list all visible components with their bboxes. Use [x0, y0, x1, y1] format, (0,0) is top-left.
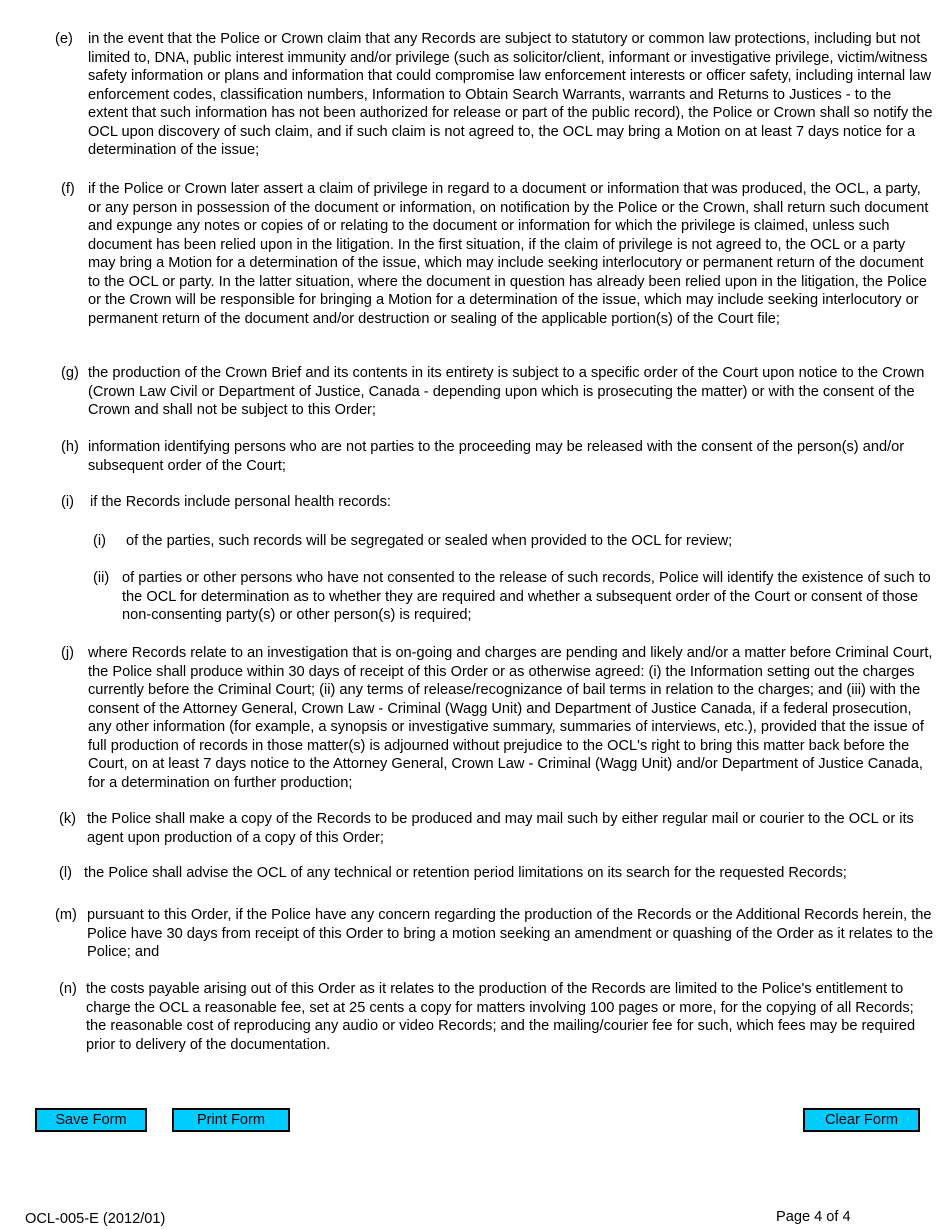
clause-marker: (f): [61, 181, 75, 197]
print-form-button[interactable]: Print Form: [172, 1108, 290, 1132]
clause-marker: (j): [61, 645, 74, 661]
clause-e: [55, 30, 935, 160]
save-form-button[interactable]: Save Form: [35, 1108, 147, 1132]
clear-form-button[interactable]: Clear Form: [803, 1108, 920, 1132]
clause-k: [59, 810, 935, 847]
clause-j: [61, 644, 935, 792]
clause-n: [59, 980, 935, 1054]
clause-g: [61, 364, 935, 420]
page-number: Page 4 of 4: [776, 1209, 851, 1225]
clause-text: pursuant to this Order, if the Police have any concern regarding the production of the Records or the Additional Records herein, the Police have 30 days from receipt of this Order to bring a motion seeking an amendment or quashing of the Order as it relates to the Police; and: [87, 907, 934, 960]
clause-marker: (i): [93, 533, 106, 549]
clause-i: [61, 493, 935, 512]
clause-marker: (i): [61, 494, 74, 510]
clause-text: where Records relate to an investigation that is on-going and charges are pending and likely and/or a matter before Criminal Court, the Police shall produce within 30 days of receipt of this Order or as otherwise agreed: (i) the Information setting out the charges currently before the Criminal Court; (ii) any terms of release/recognizance of bail terms in relation to the charges; and (iii) with the consent of the Attorney General, Crown Law - Criminal (Wagg Unit) and Department of Justice Canada, if a federal prosecution, any other information (for example, a synopsis or investigative summary, summaries of interviews, etc.), provided that the issue of full production of records in those matter(s) is adjourned without prejudice to the OCL's right to bring this matter back before the Court, on at least 7 days notice to the Attorney General, Crown Law - Criminal (Wagg Unit) and/or Department of Justice Canada, for a determination on further production;: [88, 645, 933, 791]
clause-h: [61, 438, 935, 475]
clause-text: of the parties, such records will be segregated or sealed when provided to the OCL for review;: [126, 533, 733, 549]
clause-text: in the event that the Police or Crown claim that any Records are subject to statutory or common law protections, including but not limited to, DNA, public interest immunity and/or privilege (such as solicitor/client, informant or investigative privilege, victim/witness safety information or plans and information that could compromise law enforcement interests or officer safety, including internal law enforcement codes, classification numbers, Information to Obtain Search Warrants, warrants and Returns to Justices - to the extent that such information has not been authorized for release or part of the public record), the Police or Crown shall so notify the OCL upon discovery of such claim, and if such claim is not agreed to, the OCL may bring a Motion on at least 7 days notice for a determination of the issue;: [88, 31, 933, 158]
clause-text: if the Records include personal health records:: [90, 494, 391, 510]
clause-marker: (g): [61, 365, 79, 381]
clause-l: [59, 864, 935, 883]
clause-text: of parties or other persons who have not consented to the release of such records, Police will identify the existence of such to the OCL for determination as to whether they are required and whether a subsequent order of the Court or consent of those non-consenting party(s) or other person(s) is required;: [122, 570, 931, 623]
clause-marker: (k): [59, 811, 77, 827]
clause-marker: (m): [55, 907, 77, 923]
subclause-i-ii: [93, 569, 933, 625]
clause-marker: (e): [55, 31, 73, 47]
clause-text: information identifying persons who are not parties to the proceeding may be released with the consent of the person(s) and/or subsequent order of the Court;: [88, 439, 905, 474]
clause-text: the costs payable arising out of this Order as it relates to the production of the Records are limited to the Police's entitlement to charge the OCL a reasonable fee, set at 25 cents a copy for matters involving 100 pages or more, for the copying of all Records; the reasonable cost of reproducing any audio or video Records; and the mailing/courier fee for such, which fees may be required prior to delivery of the documentation.: [86, 981, 916, 1053]
subclause-i-i: [93, 532, 933, 551]
clause-text: if the Police or Crown later assert a claim of privilege in regard to a document or information that was produced, the OCL, a party, or any person in possession of the document or information, on notification by the Police or the Crown, shall return such document and expunge any notes or copies of or relating to the document or information for which the privilege is claimed, unless such document has been relied upon in the litigation. In the first situation, if the claim of privilege is not agreed to, the OCL or a party may bring a Motion for a determination of the issue, which may include seeking interlocutory or permanent return of the document to the OCL or party. In the latter situation, where the document in question has already been relied upon in the litigation, the Police or the Crown will be responsible for bringing a Motion for a determination of the issue, which may include seeking interlocutory or permanent return of the document and/or destruction or sealing of the applicable portion(s) of the Court file;: [88, 181, 929, 327]
clause-f: [61, 180, 935, 328]
clause-marker: (ii): [93, 570, 110, 586]
clause-text: the Police shall make a copy of the Records to be produced and may mail such by either regular mail or courier to the OCL or its agent upon production of a copy of this Order;: [87, 811, 914, 846]
clause-text: the Police shall advise the OCL of any technical or retention period limitations on its search for the requested Records;: [84, 865, 847, 881]
form-code: OCL-005-E (2012/01): [25, 1211, 166, 1227]
clause-marker: (l): [59, 865, 72, 881]
clause-marker: (n): [59, 981, 77, 997]
clause-m: [55, 906, 935, 962]
clause-marker: (h): [61, 439, 79, 455]
clause-text: the production of the Crown Brief and its contents in its entirety is subject to a specific order of the Court upon notice to the Crown (Crown Law Civil or Department of Justice, Canada - depending upon which is prosecuting the matter) or with the consent of the Crown and shall not be subject to this Order;: [88, 365, 925, 418]
